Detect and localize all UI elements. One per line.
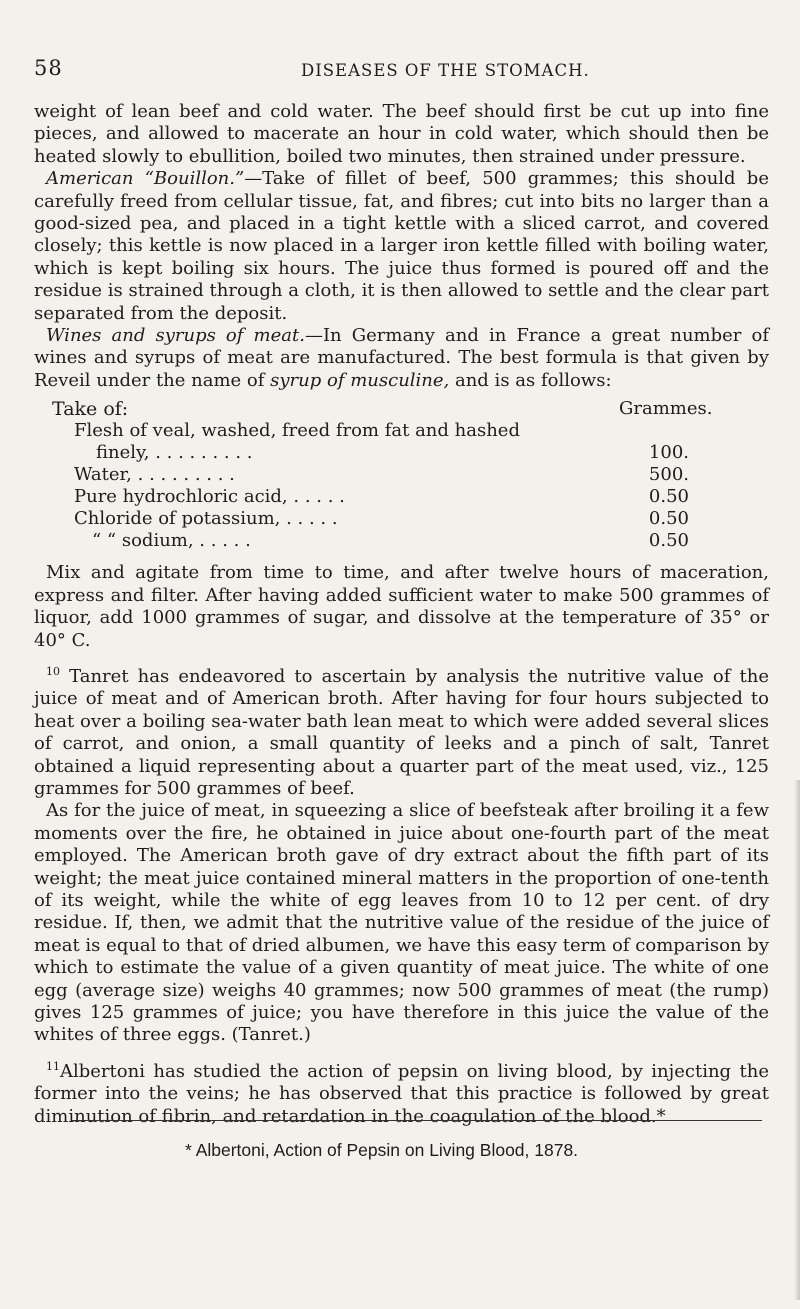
- note-10-marker: 10: [46, 664, 60, 678]
- page-header: [34, 57, 769, 83]
- footnote-rule: [72, 1120, 762, 1121]
- recipe-quantity: 0.50: [648, 508, 689, 530]
- recipe-row: [96, 442, 734, 464]
- wines-text-b: and is as follows:: [449, 369, 612, 391]
- recipe-quantity: 0.50: [648, 486, 689, 508]
- wines-heading: Wines and syrups of meat.: [46, 325, 305, 347]
- recipe-unit-header: Grammes.: [619, 398, 713, 420]
- recipe-ingredient: Water, . . . . . . . . .: [74, 464, 235, 486]
- recipe-row: [92, 530, 734, 552]
- bouillon-heading: American “Bouillon.”: [46, 168, 245, 190]
- recipe-row: [74, 486, 734, 508]
- page-edge-shadow: [794, 780, 800, 1300]
- recipe-quantity: 500.: [648, 464, 689, 486]
- paragraph-american-bouillon: [34, 168, 769, 325]
- page-body: [34, 101, 769, 1128]
- recipe-table: [44, 398, 769, 556]
- note-10-text: Tanret has endeavored to ascertain by analysis the nutritive value of the juice of meat and of American broth. After having for four hours subjected to heat over a boiling sea-water bath lean meat to which were added several slices of carrot, and onion, a small quantity of leeks and a pinch of salt, Tanret obtained a liquid representing about a quarter part of the meat used, viz., 125 grammes for 500 grammes of beef.: [34, 665, 769, 799]
- recipe-ingredient: “ “ sodium, . . . . .: [92, 530, 251, 552]
- recipe-ingredient: Flesh of veal, washed, freed from fat and hashed: [74, 420, 520, 442]
- footnote: * Albertoni, Action of Pepsin on Living Blood, 1878.: [185, 1140, 579, 1160]
- paragraph-mix-agitate: Mix and agitate from time to time, and after twelve hours of maceration, express and filter. After having added sufficient water to make 500 grammes of liquor, add 1000 grammes of sugar, and dissolve at the temperature of 35° or 40° C.: [34, 562, 769, 651]
- recipe-row: [74, 420, 734, 442]
- running-head: DISEASES OF THE STOMACH.: [301, 61, 590, 80]
- paragraph-beef-tea: weight of lean beef and cold water. The beef should first be cut up into fine pieces, and allowed to macerate an hour in cold water, which should then be heated slowly to ebullition, boiled two minutes, then strained under pressure.: [34, 101, 769, 167]
- note-11-marker: 11: [46, 1059, 60, 1073]
- syrup-of-musculine: syrup of musculine,: [270, 369, 450, 391]
- paragraph-wines-syrups: [34, 325, 769, 392]
- recipe-take-label: Take of:: [52, 398, 129, 421]
- bouillon-text: —Take of fillet of beef, 500 grammes; this should be carefully freed from cellular tissue, fat, and fibres; cut into bits no larger than a good-sized pea, and placed in a tight kettle with a sliced carrot, and covered closely; this kettle is now placed in a larger iron kettle filled with boiling water, which is kept boiling six hours. The juice thus formed is poured off and the residue is strained through a cloth, it is then allowed to settle and the clear part separated from the deposit.: [34, 168, 769, 324]
- note-10: [34, 666, 769, 800]
- wines-text-a: —In Germany and in France a great number of wines and syrups of meat are manufactured. The best formula is that given by Reveil under the name of: [34, 325, 769, 391]
- note-11: [34, 1061, 769, 1128]
- recipe-ingredient: Pure hydrochloric acid, . . . . .: [74, 486, 345, 508]
- recipe-ingredient: finely, . . . . . . . . .: [96, 442, 253, 464]
- recipe-ingredient: Chloride of potassium, . . . . .: [74, 508, 338, 530]
- recipe-row: [74, 508, 734, 530]
- recipe-quantity: 0.50: [648, 530, 689, 552]
- page-number: 58: [34, 56, 63, 80]
- recipe-quantity: 100.: [648, 442, 689, 464]
- recipe-row: [74, 464, 734, 486]
- note-11-text: Albertoni has studied the action of pepsin on living blood, by injecting the former into the veins; he has observed that this practice is followed by great diminution of fibrin, and retardation in the coagulation of the blood.*: [34, 1060, 769, 1127]
- note-10-continued: As for the juice of meat, in squeezing a slice of beefsteak after broiling it a few moments over the fire, he obtained in juice about one-fourth part of the meat employed. The American broth gave of dry extract about the fifth part of its weight; the meat juice contained mineral matters in the proportion of one-tenth of its weight, while the white of egg leaves from 10 to 12 per cent. of dry residue. If, then, we admit that the nutritive value of the residue of the juice of meat is equal to that of dried albumen, we have this easy term of comparison by which to estimate the value of a given quantity of meat juice. The white of one egg (average size) weighs 40 grammes; now 500 grammes of meat (the rump) gives 125 grammes of juice; you have therefore in this juice the value of the whites of three eggs. (Tanret.): [34, 800, 769, 1046]
